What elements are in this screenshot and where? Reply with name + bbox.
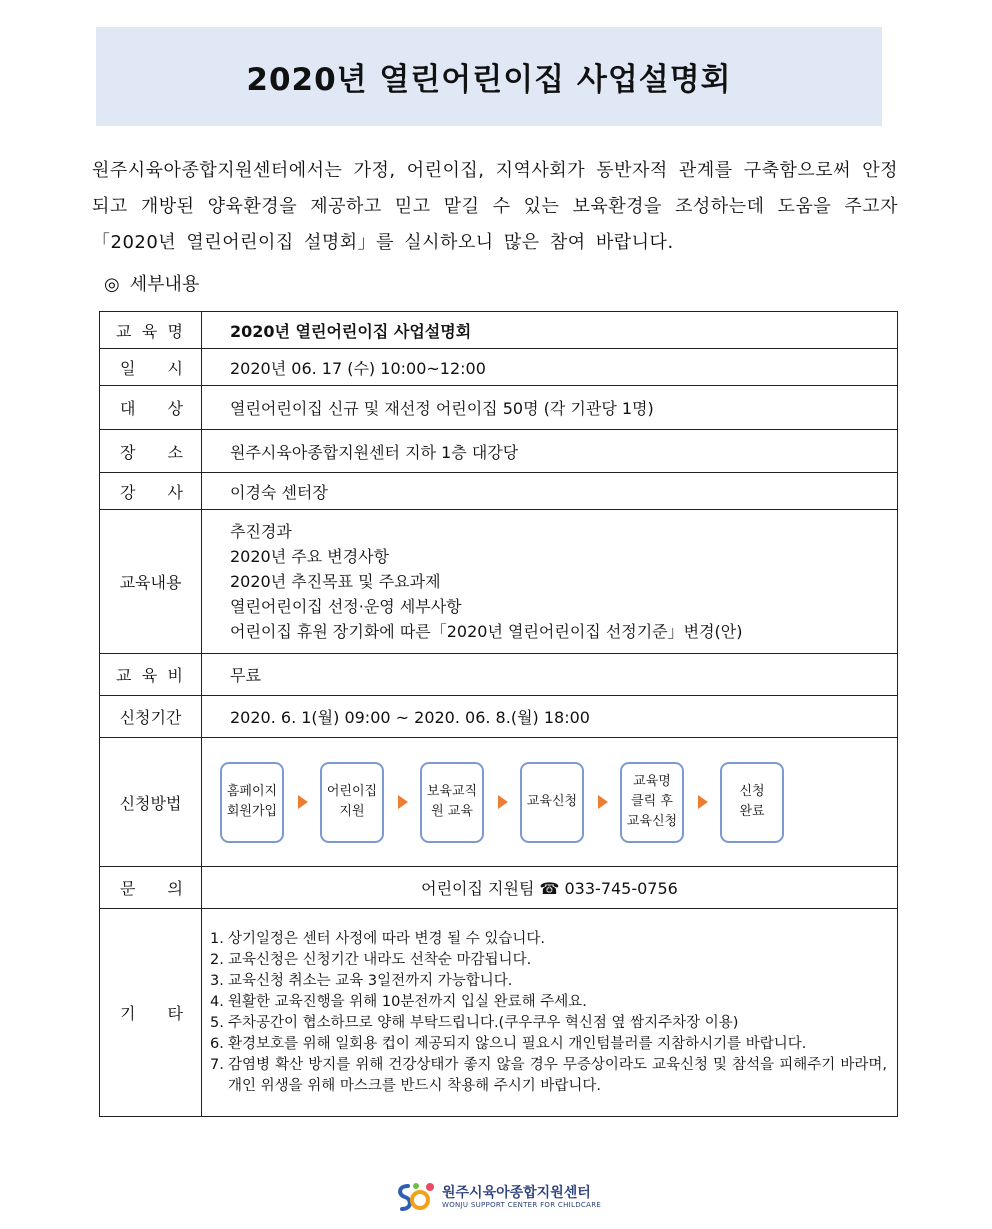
title-banner (96, 27, 882, 126)
value-inquiry: 어린이집 지원팀 ☎ 033-745-0756 (202, 867, 898, 909)
row-period (100, 696, 898, 738)
flow-step-staff-education: 보육교직 원 교육 (420, 762, 484, 843)
label-fee: 교 육 비 (100, 654, 202, 696)
application-flow (202, 762, 897, 843)
label-period: 신청기간 (100, 696, 202, 738)
notes-list (202, 923, 897, 1103)
org-name: 원주시육아종합지원센터 (442, 1185, 591, 1201)
row-place (100, 430, 898, 473)
value-datetime: 2020년 06. 17 (수) 10:00~12:00 (202, 349, 898, 386)
intro-paragraph: 원주시육아종합지원센터에서는 가정, 어린이집, 지역사회가 동반자적 관계를 구축함으로써 안정되고 개방된 양육환경을 제공하고 믿고 맡길 수 있는 보육환경을 조성하는데 도움을 주고자「2020년 열린어린이집 설명회」를 실시하오니 많은 참여 바랍니다. (92, 160, 898, 253)
note-item: 2. 교육신청은 신청기간 내라도 선착순 마감됩니다. (210, 951, 532, 968)
value-period: 2020. 6. 1(월) 09:00 ~ 2020. 06. 8.(월) 18:00 (202, 696, 898, 738)
content-item: 추진경과 (230, 522, 292, 541)
note-item: 6. 환경보호를 위해 일회용 컵이 제공되지 않으니 필요시 개인텀블러를 지참하시기를 바랍니다. (210, 1035, 807, 1052)
arrow-right-icon (498, 795, 508, 809)
page-title: 2020년 열린어린이집 사업설명회 (246, 62, 732, 98)
row-content (100, 510, 898, 654)
note-item: 3. 교육신청 취소는 교육 3일전까지 가능합니다. (210, 972, 513, 989)
double-circle-icon: ◎ (104, 274, 120, 295)
flow-step-signup: 홈페이지 회원가입 (220, 762, 284, 843)
note-item: 5. 주차공간이 협소하므로 양해 부탁드립니다.(쿠우쿠우 혁신점 옆 쌈지주차장 이용) (210, 1014, 739, 1031)
center-logo-icon (394, 1180, 438, 1214)
content-item: 어린이집 휴원 장기화에 따른「2020년 열린어린이집 선정기준」변경(안) (230, 622, 743, 641)
value-content (202, 510, 898, 654)
flow-step-apply: 교육신청 (520, 762, 584, 843)
note-item: 4. 원활한 교육진행을 위해 10분전까지 입실 완료해 주세요. (210, 993, 587, 1010)
value-etc (202, 909, 898, 1117)
label-course-name: 교 육 명 (100, 312, 202, 349)
value-fee: 무료 (202, 654, 898, 696)
arrow-right-icon (698, 795, 708, 809)
arrow-right-icon (298, 795, 308, 809)
label-method: 신청방법 (100, 738, 202, 867)
detail-table (99, 311, 898, 1117)
flow-step-click-course: 교육명 클릭 후 교육신청 (620, 762, 684, 843)
label-lecturer: 강 사 (100, 473, 202, 510)
section-heading-label: 세부내용 (129, 274, 200, 295)
value-method (202, 738, 898, 867)
row-inquiry (100, 867, 898, 909)
row-course-name (100, 312, 898, 349)
row-datetime (100, 349, 898, 386)
row-lecturer (100, 473, 898, 510)
label-etc: 기 타 (100, 909, 202, 1117)
row-target (100, 386, 898, 430)
label-inquiry: 문 의 (100, 867, 202, 909)
label-datetime: 일 시 (100, 349, 202, 386)
row-etc (100, 909, 898, 1117)
org-name-english: WONJU SUPPORT CENTER FOR CHILDCARE (442, 1201, 602, 1209)
note-item: 7. 감염병 확산 방지를 위해 건강상태가 좋지 않을 경우 무증상이라도 교육신청 및 참석을 피해주기 바라며, 개인 위생을 위해 마스크를 반드시 착용해 주시기 바랍니다. (210, 1056, 887, 1094)
value-lecturer: 이경숙 센터장 (202, 473, 898, 510)
value-place: 원주시육아종합지원센터 지하 1층 대강당 (202, 430, 898, 473)
section-heading (104, 270, 199, 296)
arrow-right-icon (598, 795, 608, 809)
content-item: 열린어린이집 선정·운영 세부사항 (230, 597, 462, 616)
content-item: 2020년 추진목표 및 주요과제 (230, 572, 441, 591)
row-method (100, 738, 898, 867)
value-course-name: 2020년 열린어린이집 사업설명회 (202, 312, 898, 349)
value-target: 열린어린이집 신규 및 재선정 어린이집 50명 (각 기관당 1명) (202, 386, 898, 430)
flow-step-complete: 신청 완료 (720, 762, 784, 843)
footer-logo (394, 1180, 601, 1214)
row-fee (100, 654, 898, 696)
label-target: 대 상 (100, 386, 202, 430)
label-place: 장 소 (100, 430, 202, 473)
content-item: 2020년 주요 변경사항 (230, 547, 390, 566)
flow-step-daycare: 어린이집 지원 (320, 762, 384, 843)
label-content: 교육내용 (100, 510, 202, 654)
arrow-right-icon (398, 795, 408, 809)
note-item: 1. 상기일정은 센터 사정에 따라 변경 될 수 있습니다. (210, 930, 546, 947)
